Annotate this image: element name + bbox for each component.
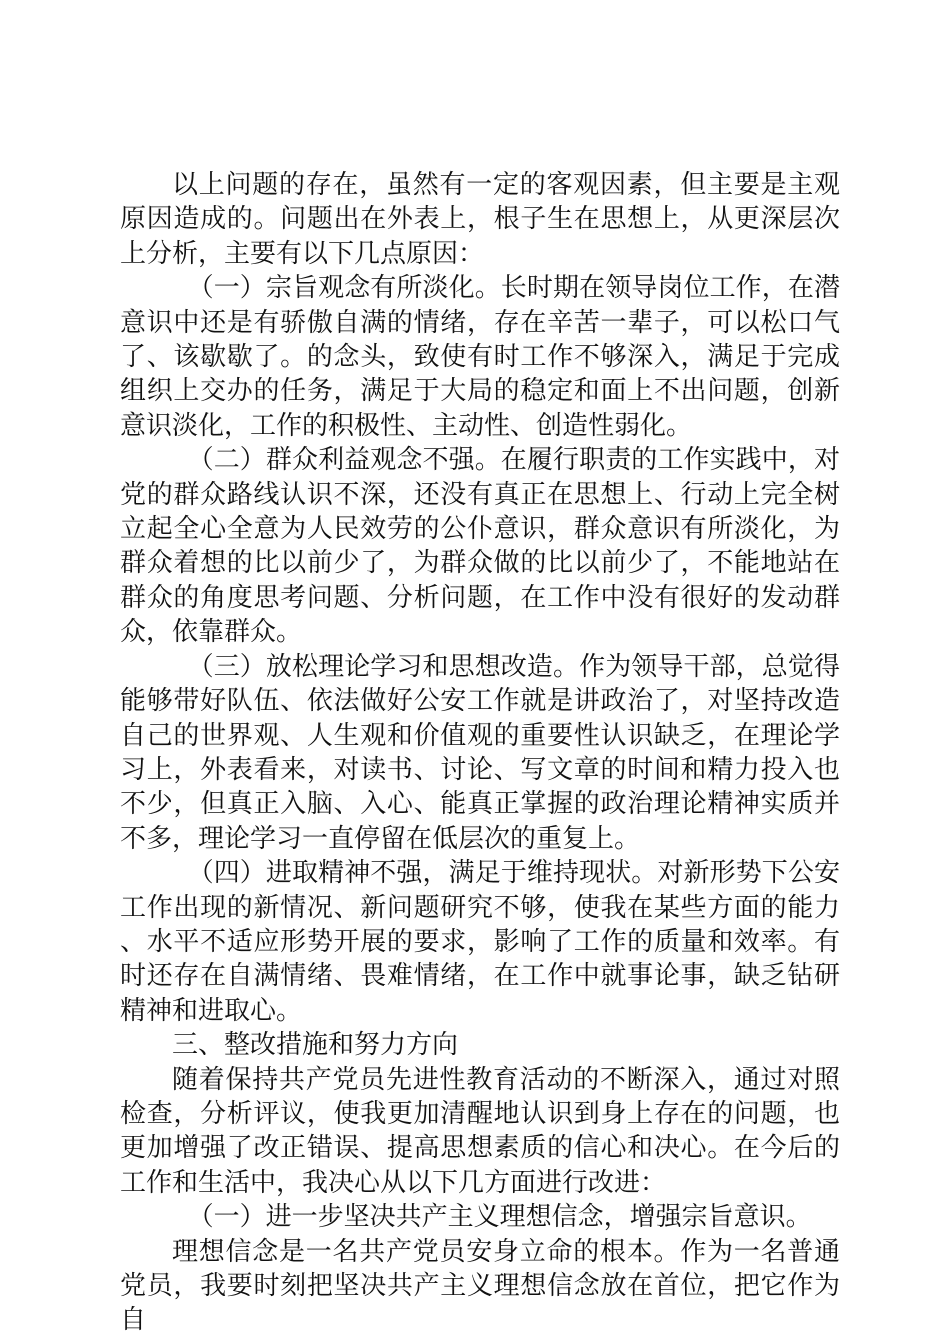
section-heading-3: 三、整改措施和努力方向 <box>172 1030 459 1061</box>
paragraph-measure-1-body: 理想信念是一名共产党员安身立命的根本。作为一名普通党员，我要时刻把坚决共产主义理想信念放在首位，把它作为自 <box>120 1236 840 1336</box>
paragraph-cause-3: （三）放松理论学习和思想改造。作为领导干部，总觉得能够带好队伍、依法做好公安工作就是讲政治了，对坚持改造自己的世界观、人生观和价值观的重要性认识缺乏，在理论学习上，外表看来，对读书、讨论、写文章的时间和精力投入也不少，但真正入脑、入心、能真正掌握的政治理论精神实质并不多，理论学习一直停留在低层次的重复上。 <box>120 651 840 854</box>
paragraph-causes-intro: 以上问题的存在，虽然有一定的客观因素，但主要是主观原因造成的。问题出在外表上，根子生在思想上，从更深层次上分析，主要有以下几点原因： <box>120 170 840 269</box>
paragraph-cause-4: （四）进取精神不强，满足于维持现状。对新形势下公安工作出现的新情况、新问题研究不够，使我在某些方面的能力、水平不适应形势开展的要求，影响了工作的质量和效率。有时还存在自满情绪、畏难情绪，在工作中就事论事，缺乏钻研精神和进取心。 <box>120 858 840 1026</box>
paragraph-measures-intro: 随着保持共产党员先进性教育活动的不断深入，通过对照检查，分析评议，使我更加清醒地认识到身上存在的问题，也更加增强了改正错误、提高思想素质的信心和决心。在今后的工作和生活中，我决心从以下几方面进行改进： <box>120 1064 840 1198</box>
paragraph-measure-1-heading: （一）进一步坚决共产主义理想信念，增强宗旨意识。 <box>187 1202 812 1233</box>
paragraph-cause-1: （一）宗旨观念有所淡化。长时期在领导岗位工作，在潜意识中还是有骄傲自满的情绪，存在辛苦一辈子，可以松口气了、该歇歇了。的念头，致使有时工作不够深入，满足于完成组织上交办的任务，满足于大局的稳定和面上不出问题，创新意识淡化，工作的积极性、主动性、创造性弱化。 <box>120 273 840 441</box>
document-page <box>120 168 840 1338</box>
paragraph-cause-2: （二）群众利益观念不强。在履行职责的工作实践中，对党的群众路线认识不深，还没有真正在思想上、行动上完全树立起全心全意为人民效劳的公仆意识，群众意识有所淡化，为群众着想的比以前少了，为群众做的比以前少了，不能地站在群众的角度思考问题、分析问题，在工作中没有很好的发动群众，依靠群众。 <box>120 445 840 648</box>
